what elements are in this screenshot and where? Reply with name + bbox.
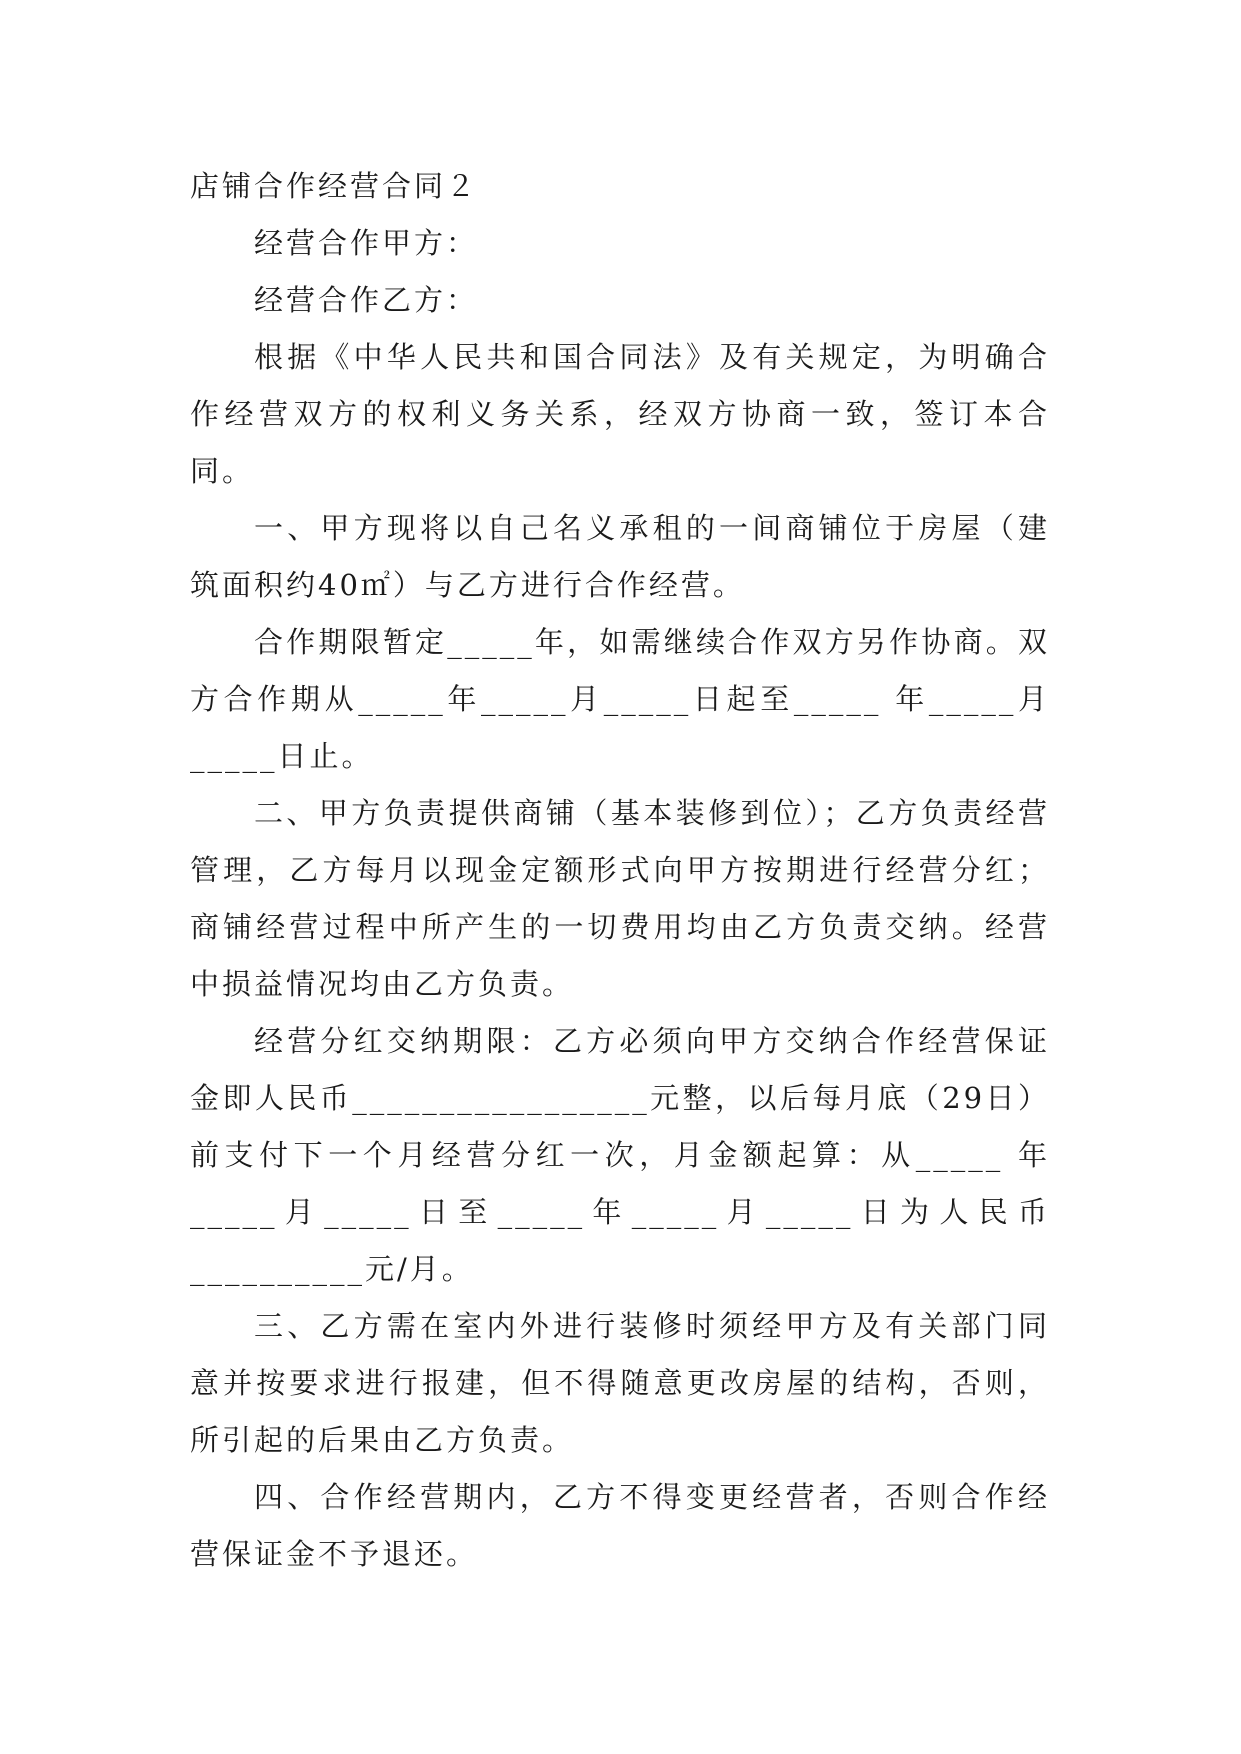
dividend-paragraph: 经营分红交纳期限：乙方必须向甲方交纳合作经营保证金即人民币_________________元整，以后每月底（29日）前支付下一个月经营分红一次，月金额起算：从_____ 年_____月_____日至_____年_____月_____日为人民币__________元/月。	[190, 1024, 1050, 1286]
contract-title: 店铺合作经营合同２	[190, 169, 479, 203]
clause-1-paragraph: 一、甲方现将以自己名义承租的一间商铺位于房屋（建筑面积约40㎡）与乙方进行合作经营。	[190, 511, 1050, 602]
clause-3-paragraph: 三、乙方需在室内外进行装修时须经甲方及有关部门同意并按要求进行报建，但不得随意更改房屋的结构，否则，所引起的后果由乙方负责。	[190, 1309, 1050, 1457]
preamble-paragraph: 根据《中华人民共和国合同法》及有关规定，为明确合作经营双方的权利义务关系，经双方协商一致，签订本合同。	[190, 340, 1050, 488]
party-a-line: 经营合作甲方：	[254, 226, 479, 260]
term-paragraph: 合作期限暂定_____年，如需继续合作双方另作协商。双方合作期从_____年_____月_____日起至_____ 年_____月_____日止。	[190, 625, 1050, 773]
party-b-line: 经营合作乙方：	[254, 283, 479, 317]
clause-2-paragraph: 二、甲方负责提供商铺（基本装修到位）；乙方负责经营管理，乙方每月以现金定额形式向甲方按期进行经营分红；商铺经营过程中所产生的一切费用均由乙方负责交纳。经营中损益情况均由乙方负责。	[190, 796, 1050, 1001]
clause-4-paragraph: 四、合作经营期内，乙方不得变更经营者，否则合作经营保证金不予退还。	[190, 1480, 1050, 1571]
contract-body	[190, 158, 1050, 1583]
